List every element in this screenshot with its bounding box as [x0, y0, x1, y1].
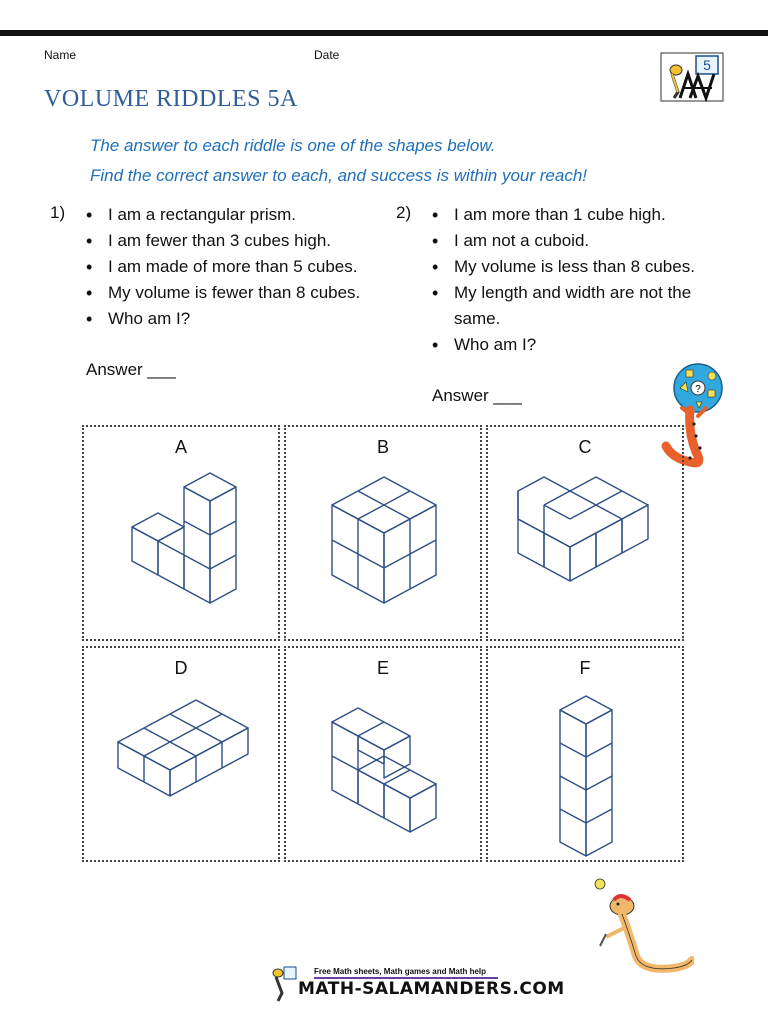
- intro-line-2: Find the correct answer to each, and success is within your reach!: [90, 166, 588, 185]
- shape-card-b: [284, 425, 482, 641]
- footer-logo: [268, 965, 565, 1005]
- cube-shape-f-icon: [488, 648, 686, 864]
- shape-card-a: [82, 425, 280, 641]
- clue: • I am more than 1 cube high.: [430, 202, 730, 228]
- clue: • I am fewer than 3 cubes high.: [84, 228, 384, 254]
- shape-label: B: [376, 437, 389, 457]
- shape-label: F: [579, 658, 591, 678]
- salamander-logo-icon: [268, 965, 298, 1003]
- name-label: Name: [44, 48, 77, 62]
- shape-label: D: [174, 658, 188, 678]
- cube-shape-c-icon: [488, 427, 686, 643]
- clue: • I am not a cuboid.: [430, 228, 730, 254]
- clue: • My volume is less than 8 cubes.: [430, 254, 730, 280]
- ball-mark: ?: [695, 384, 701, 395]
- shape-card-e: [284, 646, 482, 862]
- cube-shape-e-icon: [286, 648, 484, 864]
- shapes-grid: [82, 425, 686, 862]
- footer-site: MATH-SALAMANDERS.COM: [298, 979, 565, 999]
- clue: • Who am I?: [430, 332, 730, 358]
- riddle-1-number: 1): [50, 203, 66, 222]
- cube-shape-d-icon: [84, 648, 282, 864]
- riddle-2-answer: Answer ___: [432, 386, 522, 405]
- cube-shape-a-icon: [84, 427, 282, 643]
- cube-shape-b-icon: [286, 427, 484, 643]
- clue: • I am made of more than 5 cubes.: [84, 254, 384, 280]
- riddle-2-clues: [430, 202, 730, 358]
- footer-tagline: Free Math sheets, Math games and Math help: [314, 967, 487, 976]
- shape-card-f: [486, 646, 684, 862]
- math-salamanders-logo: [660, 52, 724, 102]
- clue: same.: [454, 309, 501, 328]
- shape-label: E: [376, 658, 389, 678]
- shape-card-c: [486, 425, 684, 641]
- logo-digit: 5: [703, 57, 711, 73]
- clue: • My volume is fewer than 8 cubes.: [84, 280, 384, 306]
- clue: • My length and width are not the: [430, 280, 730, 306]
- clue: • I am a rectangular prism.: [84, 202, 384, 228]
- page-title: VOLUME RIDDLES 5A: [44, 86, 298, 112]
- intro-line-1: The answer to each riddle is one of the shapes below.: [90, 136, 496, 155]
- top-rule: [0, 30, 768, 36]
- date-label: Date: [314, 48, 340, 62]
- shape-label: A: [174, 437, 187, 457]
- riddle-1-clues: [84, 202, 384, 332]
- clue: • Who am I?: [84, 306, 384, 332]
- salamander-thinking-icon: [584, 876, 694, 976]
- riddle-2-number: 2): [396, 203, 412, 222]
- shape-card-d: [82, 646, 280, 862]
- riddle-1-answer: Answer ___: [86, 360, 176, 379]
- shape-label: C: [578, 437, 592, 457]
